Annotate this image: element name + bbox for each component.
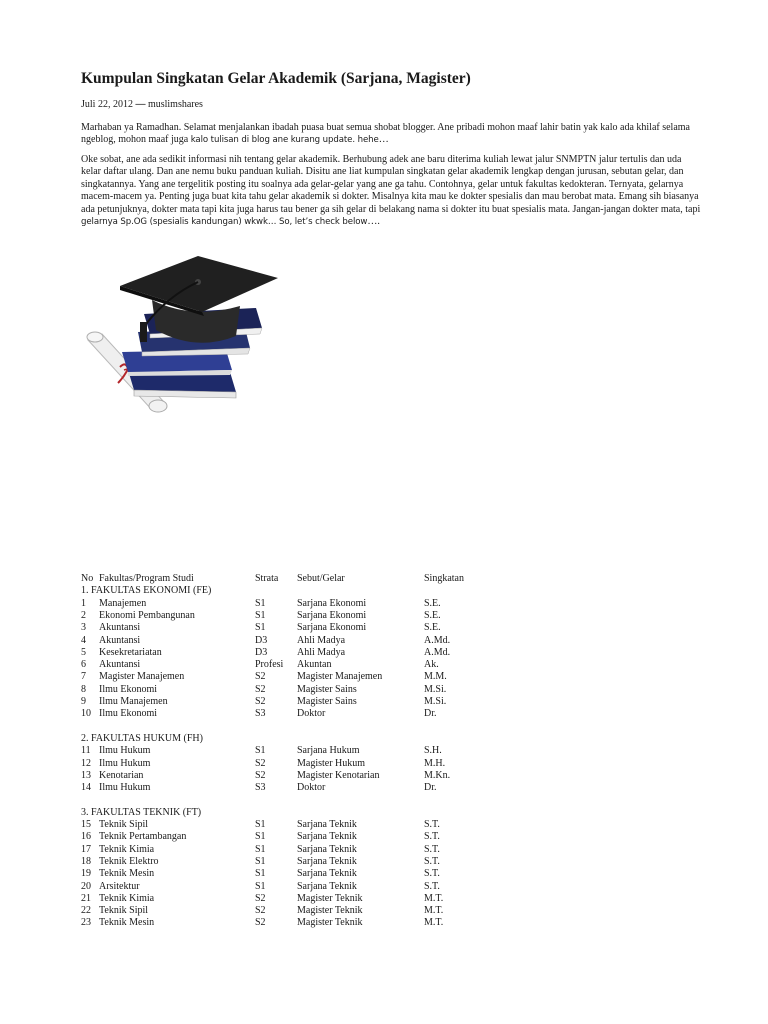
intro-ellipsis: …	[378, 134, 389, 146]
cell-program: Kenotarian	[99, 769, 144, 781]
cell-program: Ilmu Manajemen	[99, 696, 168, 707]
cell-program: Teknik Pertambangan	[99, 831, 187, 843]
cell-strata: S1	[255, 843, 266, 855]
cell-program: Magister Manajemen	[99, 671, 185, 683]
section-title: 1. FAKULTAS EKONOMI (FE)	[81, 585, 212, 597]
cell-no: 6	[81, 659, 86, 671]
cell-singkatan: Dr.	[424, 782, 437, 794]
cell-singkatan: M.Kn.	[424, 769, 451, 781]
cell-gelar: Akuntan	[297, 659, 332, 671]
cell-strata: S2	[255, 683, 266, 695]
cell-no: 20	[81, 880, 91, 892]
cell-no: 15	[81, 819, 91, 830]
cell-singkatan: S.T.	[424, 843, 440, 855]
cell-no: 1	[81, 597, 86, 609]
cell-program: Teknik Mesin	[99, 868, 155, 880]
info-paragraph	[81, 154, 701, 228]
cell-no: 12	[81, 757, 91, 769]
intro-handwritten-text: kalo tulisan di blog ane kurang update. hehe	[190, 135, 379, 146]
cell-singkatan: Ak.	[424, 659, 439, 671]
cell-program: Teknik Elektro	[99, 855, 159, 867]
info-ellipsis: ….	[367, 216, 380, 228]
cell-no: 23	[81, 917, 91, 929]
cell-gelar: Sarjana Teknik	[297, 831, 357, 843]
cell-program: Akuntansi	[99, 622, 141, 634]
cell-no: 22	[81, 905, 91, 917]
cell-no: 10	[81, 708, 91, 720]
cell-singkatan: S.E.	[424, 597, 441, 609]
cell-gelar: Sarjana Ekonomi	[297, 609, 367, 621]
cell-gelar: Magister Manajemen	[297, 671, 383, 683]
cell-gelar: Magister Hukum	[297, 757, 366, 769]
cell-no: 7	[81, 671, 86, 683]
cell-program: Teknik Kimia	[99, 892, 155, 904]
cell-singkatan: A.Md.	[424, 646, 451, 658]
info-handwritten-text: gelarnya Sp.OG (spesialis kandungan) wkwk… So, let’s check below	[81, 217, 368, 228]
section-title: 3. FAKULTAS TEKNIK (FT)	[81, 806, 202, 818]
cell-gelar: Sarjana Hukum	[297, 745, 360, 757]
cell-gelar: Doktor	[297, 782, 326, 794]
cell-program: Ilmu Hukum	[99, 782, 151, 794]
cell-program: Teknik Sipil	[99, 819, 149, 830]
cell-program: Teknik Kimia	[99, 843, 155, 855]
cell-singkatan: M.Si.	[424, 683, 447, 695]
post-date[interactable]: Juli 22, 2012	[81, 99, 133, 110]
cell-gelar: Magister Teknik	[297, 892, 363, 904]
cell-singkatan: S.E.	[424, 609, 441, 621]
cell-gelar: Sarjana Ekonomi	[297, 597, 367, 609]
cell-gelar: Magister Sains	[297, 696, 357, 707]
cell-strata: D3	[255, 634, 268, 646]
article-meta	[81, 99, 203, 110]
cell-no: 9	[81, 696, 86, 707]
cell-singkatan: S.T.	[424, 868, 440, 880]
cell-gelar: Sarjana Teknik	[297, 868, 357, 880]
cell-no: 14	[81, 782, 91, 794]
cell-program: Kesekretariatan	[99, 646, 162, 658]
cell-program: Arsitektur	[99, 880, 140, 892]
cell-no: 17	[81, 843, 91, 855]
cell-no: 5	[81, 646, 86, 658]
cell-strata: S3	[255, 782, 266, 794]
cell-no: 16	[81, 831, 91, 843]
cell-no: 19	[81, 868, 91, 880]
cell-strata: S1	[255, 880, 266, 892]
info-text: Oke sobat, ane ada sedikit informasi nih tentang gelar akademik. Berhubung adek ane baru diterima kuliah lewat jalur SNMPTN jalur tertulis dan uda kelar daftar ulang. Dan ane nemu buku panduan kuliah. Disitu ane liat kumpulan singkatan gelar akademik lengkap dengan jurusan, sebutan gelar, dan singkatannya. Yang ane tergelitik posting itu soalnya ada gelar-gelar yang ane ga tahu. Contohnya, gelar untuk fakultas kedokteran. Ternyata, gelarnya macem-macem ya. Penting juga buat kita tahu gelar akademik si dokter. Misalnya kita mau ke dokter spesialis dan mau berobat mata. Emang sih biasanya ada petunjuknya, dokter mata tapi kita juga harus tau bener ga sih gelar di belakang nama si dokter itu buat spesialis mata. Jangan-jangan dokter mata, tapi	[81, 154, 701, 215]
cell-singkatan: M.T.	[424, 905, 444, 917]
cell-gelar: Magister Teknik	[297, 905, 363, 917]
cell-singkatan: S.E.	[424, 622, 441, 634]
cell-gelar: Sarjana Teknik	[297, 819, 357, 830]
cell-program: Fakultas/Program Studi	[99, 573, 194, 584]
cell-program: Ilmu Ekonomi	[99, 708, 158, 720]
cell-strata: S1	[255, 831, 266, 843]
cell-singkatan: M.T.	[424, 892, 444, 904]
cell-singkatan: A.Md.	[424, 634, 451, 646]
cell-no: 8	[81, 683, 86, 695]
post-author[interactable]: muslimshares	[147, 99, 203, 110]
cell-strata: S2	[255, 757, 266, 769]
cell-strata: Strata	[255, 573, 279, 584]
cell-no: 13	[81, 769, 91, 781]
section-title: 2. FAKULTAS HUKUM (FH)	[81, 732, 203, 744]
cell-strata: Profesi	[255, 659, 284, 671]
cell-no: 21	[81, 892, 91, 904]
cell-gelar: Magister Sains	[297, 683, 357, 695]
cell-singkatan: Singkatan	[424, 573, 464, 584]
cell-program: Ilmu Hukum	[99, 757, 151, 769]
cell-strata: S2	[255, 696, 266, 707]
cell-strata: S1	[255, 622, 266, 634]
cell-program: Ilmu Ekonomi	[99, 683, 158, 695]
cell-no: 18	[81, 855, 91, 867]
cell-gelar: Magister Kenotarian	[297, 769, 380, 781]
cell-gelar: Doktor	[297, 708, 326, 720]
cell-no: 4	[81, 634, 86, 646]
cell-program: Teknik Sipil	[99, 905, 149, 917]
cell-singkatan: Dr.	[424, 708, 437, 720]
cell-no: No	[81, 573, 94, 584]
cell-singkatan: M.Si.	[424, 696, 447, 707]
cell-gelar: Sarjana Teknik	[297, 843, 357, 855]
cell-strata: S2	[255, 917, 266, 929]
cell-singkatan: S.T.	[424, 819, 440, 830]
cell-singkatan: S.T.	[424, 855, 440, 867]
cell-program: Ekonomi Pembangunan	[99, 609, 195, 621]
cell-program: Manajemen	[99, 597, 147, 609]
graduation-cap-books-icon	[80, 252, 285, 422]
cell-strata: S1	[255, 819, 266, 830]
cell-no: 11	[81, 745, 91, 757]
intro-paragraph	[81, 122, 701, 147]
cell-strata: S1	[255, 745, 266, 757]
cell-strata: S3	[255, 708, 266, 720]
cell-singkatan: S.T.	[424, 880, 440, 892]
intro-text: Marhaban ya Ramadhan. Selamat menjalankan ibadah puasa buat semua shobat blogger. Ane pribadi mohon maaf lahir batin yak kalo ada khilaf selama ngeblog, mohon maaf juga	[81, 122, 690, 146]
cell-strata: D3	[255, 646, 268, 658]
meta-separator: —	[132, 99, 148, 110]
cell-singkatan: M.M.	[424, 671, 447, 683]
cell-program: Akuntansi	[99, 659, 141, 671]
cell-no: 3	[81, 622, 86, 634]
cell-gelar: Ahli Madya	[297, 646, 346, 658]
cell-gelar: Ahli Madya	[297, 634, 346, 646]
cell-gelar: Sarjana Teknik	[297, 855, 357, 867]
cell-strata: S1	[255, 597, 266, 609]
cell-gelar: Sebut/Gelar	[297, 573, 345, 584]
cell-program: Ilmu Hukum	[99, 745, 151, 757]
cell-strata: S1	[255, 609, 266, 621]
cell-singkatan: S.T.	[424, 831, 440, 843]
cell-strata: S2	[255, 769, 266, 781]
cell-strata: S1	[255, 868, 266, 880]
cell-strata: S1	[255, 855, 266, 867]
cell-strata: S2	[255, 905, 266, 917]
cell-singkatan: M.T.	[424, 917, 444, 929]
article-title: Kumpulan Singkatan Gelar Akademik (Sarjana, Magister)	[81, 70, 471, 87]
cell-strata: S2	[255, 892, 266, 904]
cell-program: Akuntansi	[99, 634, 141, 646]
cell-singkatan: M.H.	[424, 757, 446, 769]
cell-gelar: Sarjana Teknik	[297, 880, 357, 892]
cell-no: 2	[81, 609, 86, 621]
cell-singkatan: S.H.	[424, 745, 442, 757]
cell-gelar: Magister Teknik	[297, 917, 363, 929]
cell-program: Teknik Mesin	[99, 917, 155, 929]
cell-strata: S2	[255, 671, 266, 683]
cell-gelar: Sarjana Ekonomi	[297, 622, 367, 634]
